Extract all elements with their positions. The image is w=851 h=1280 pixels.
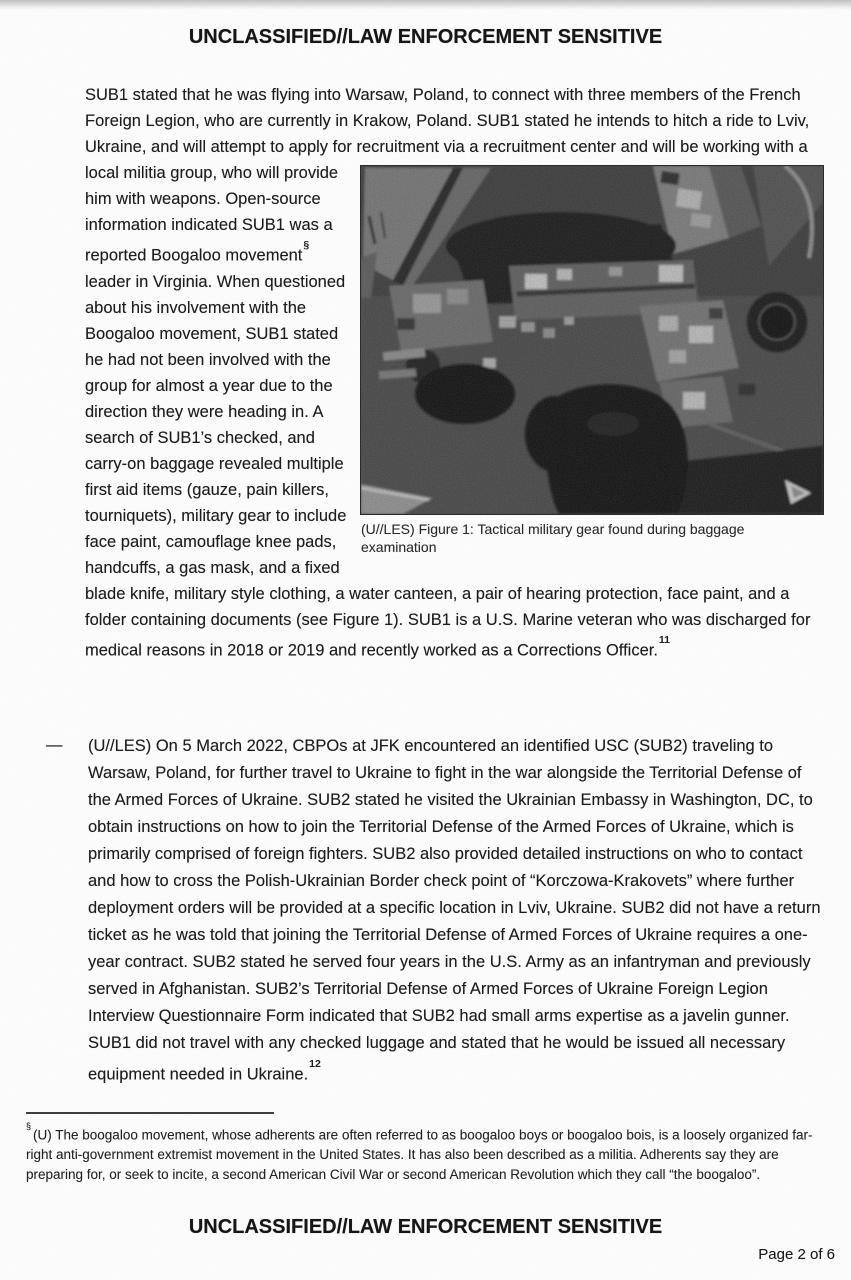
bullet-item-sub2 <box>46 733 823 1089</box>
footnote-divider <box>26 1112 274 1114</box>
paragraph-1-intro: SUB1 stated that he was flying into Warsaw, Poland, to connect with three members of the French Foreign Legion, who are currently in Krakow, Poland. SUB1 stated he intends to hitch a ride to Lviv, Ukraine, and will attempt to apply for recruitment via a <box>85 86 810 156</box>
paragraph-1-wrap-text: recruitment center and will be working with a local militia group, who will provide him with weapons. Open-source information indicated SUB1 was a reported Boogaloo movement <box>85 138 808 265</box>
paragraph-1-continuation: leader in Virginia. When questioned about his involvement with the Boogaloo movement, SUB1 stated he had not been involved with the group for almost a year due to the direction they were heading in. A search of SUB1’s checked, and carry-on baggage revealed multiple first aid items (gauze, pain killers, tourniquets), military gear to include face paint, camouflage knee pads, handcuffs, a gas mask, and a fixed blade knife, military style clothing, a water canteen, a pair of hearing protection, face paint, and a folder containing documents (see Figure 1). SUB1 is a U.S. Marine veteran who was discharged for medical reasons in 2018 or 2019 and recently worked as a Corrections Officer. <box>85 272 811 659</box>
footnote-section <box>26 1112 822 1184</box>
page-number: Page 2 of 6 <box>758 1246 835 1263</box>
classification-banner-top: UNCLASSIFIED//LAW ENFORCEMENT SENSITIVE <box>188 26 663 48</box>
figure-1 <box>361 166 823 556</box>
figure-1-caption: (U//LES) Figure 1: Tactical military gear found during baggage examination <box>361 521 745 555</box>
scan-edge-artifact <box>0 0 851 10</box>
bullet-item-text: (U//LES) On 5 March 2022, CBPOs at JFK encountered an identified USC (SUB2) traveling to Warsaw, Poland, for further travel to Ukraine to fight in the war alongside the Territorial Defense of the Armed Forces of Ukraine. SUB2 stated he visited the Ukrainian Embassy in Washington, DC, to obtain instructions on how to join the Territorial Defense of the Armed Forces of Ukraine, which is primarily comprised of foreign fighters. SUB2 also provided detailed instructions on who to contact and how to cross the Polish-Ukrainian Border check point of “Korczowa-Krakovets” where further deployment orders will be provided at a specific location in Lviv, Ukraine. SUB2 did not have a return ticket as he was told that joining the Territorial Defense of Armed Forces of Ukraine requires a one-year contract. SUB2 stated he served four years in the U.S. Army as an infantryman and previously served in Afghanistan. SUB2’s Territorial Defense of Armed Forces of Ukraine Foreign Legion Interview Questionnaire Form indicated that SUB2 had small arms expertise as a javelin gunner. SUB1 did not travel with any checked luggage and stated that he would be issued all necessary equipment needed in Ukraine. <box>88 737 821 1084</box>
endnote-reference-12: 12 <box>309 1058 321 1070</box>
footnote-text: (U) The boogaloo movement, whose adherents are often referred to as boogaloo boys or boogaloo bois, is a loosely organized far-right anti-government extremist movement in the United States. It has also been described as a militia. Adherents say they are preparing for, or seek to incite, a second American Civil War or second American Revolution which they call “the boogaloo”. <box>26 1127 813 1182</box>
classification-banner-bottom: UNCLASSIFIED//LAW ENFORCEMENT SENSITIVE <box>188 1216 663 1238</box>
bullet-dash: — <box>46 736 63 754</box>
paragraph-1 <box>85 82 823 663</box>
footnote-reference-boogaloo: § <box>303 239 310 251</box>
endnote-reference-11: 11 <box>658 633 671 646</box>
footnote-marker: § <box>26 1121 32 1131</box>
figure-1-photo <box>361 166 823 514</box>
